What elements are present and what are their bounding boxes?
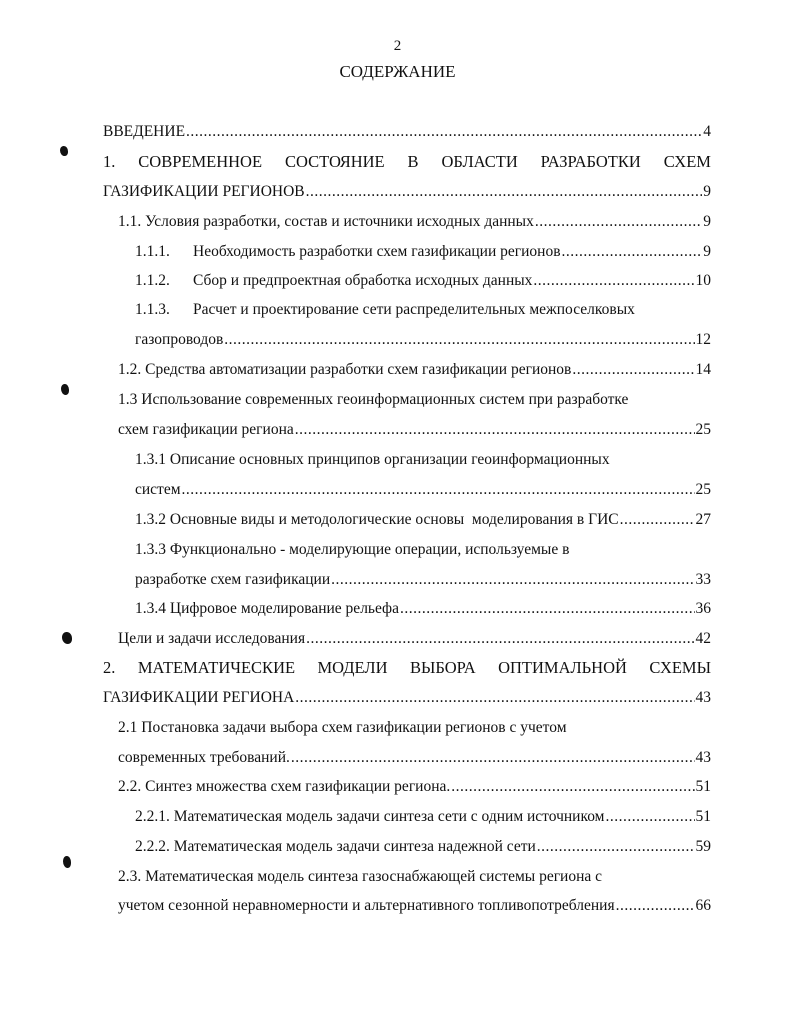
toc-chapter-2[interactable] xyxy=(103,688,711,708)
leader-dots xyxy=(606,807,695,827)
toc-entry-title: 1.1. Условия разработки, состав и источники исходных данных xyxy=(118,213,534,230)
toc-entry-title: Необходимость разработки схем газификации регионов xyxy=(193,243,561,260)
toc-page-number: 4 xyxy=(703,123,711,140)
toc-entry-title: Расчет и проектирование сети распределительных межпоселковых xyxy=(193,301,635,318)
toc-page-number: 9 xyxy=(703,183,711,200)
leader-dots xyxy=(291,748,695,768)
page-number: 2 xyxy=(393,38,402,54)
toc-entry-title: ГАЗИФИКАЦИИ РЕГИОНА xyxy=(103,689,295,706)
toc-section-1-1[interactable] xyxy=(118,212,711,232)
toc-section-2-2-1[interactable] xyxy=(135,807,711,827)
toc-section-2-3[interactable] xyxy=(118,896,711,916)
toc-section-1-1-1[interactable] xyxy=(135,242,711,262)
toc-entry-title: 1.3.2 Основные виды и методологические основы моделирования в ГИС xyxy=(135,511,619,528)
toc-entry-title: схем газификации региона xyxy=(118,421,294,438)
toc-entry-title: разработке схем газификации xyxy=(135,571,331,588)
toc-section-1-3-1[interactable] xyxy=(135,480,711,500)
toc-section-1-1-3-heading[interactable] xyxy=(135,300,711,320)
leader-dots xyxy=(616,896,695,916)
heading-word: В xyxy=(407,152,419,171)
toc-page-number: 43 xyxy=(695,749,711,766)
leader-dots xyxy=(620,510,695,530)
toc-section-1-3-4[interactable] xyxy=(135,599,711,619)
toc-entry-title: учетом сезонной неравномерности и альтернативного топливопотребления xyxy=(118,897,615,914)
leader-dots xyxy=(537,837,695,857)
ink-blot-mark xyxy=(63,856,71,868)
ink-blot-mark xyxy=(61,384,69,395)
heading-word: СОСТОЯНИЕ xyxy=(284,152,385,171)
heading-word: МОДЕЛИ xyxy=(317,658,388,677)
leader-dots xyxy=(572,360,694,380)
page-title: СОДЕРЖАНИЕ xyxy=(339,62,456,81)
chapter-number: 2. xyxy=(103,658,116,677)
toc-chapter-2-heading[interactable] xyxy=(103,658,711,678)
leader-dots xyxy=(400,599,695,619)
toc-section-1-1-3[interactable] xyxy=(135,330,711,350)
toc-entry-title: 1.2. Средства автоматизации разработки схем газификации регионов xyxy=(118,361,572,378)
leader-dots xyxy=(451,777,694,797)
toc-entry-title: современных требований. xyxy=(118,749,290,766)
leader-dots xyxy=(535,212,702,232)
toc-entry-title: систем xyxy=(135,481,181,498)
toc-entry-title: Цели и задачи исследования xyxy=(118,630,306,647)
heading-word: СОВРЕМЕННОЕ xyxy=(138,152,263,171)
ink-blot-mark xyxy=(60,146,68,156)
toc-entry-title: ВВЕДЕНИЕ xyxy=(103,123,186,140)
toc-page-number: 33 xyxy=(695,571,711,588)
toc-entry-title: 2.2.1. Математическая модель задачи синтеза сети с одним источником xyxy=(135,808,605,825)
heading-word: СХЕМЫ xyxy=(649,658,711,677)
leader-dots xyxy=(224,330,694,350)
toc-section-1-2[interactable] xyxy=(118,360,711,380)
toc-page-number: 14 xyxy=(695,361,711,378)
leader-dots xyxy=(562,242,703,262)
toc-entry-number: 1.1.1. xyxy=(135,243,170,260)
toc-page-number: 25 xyxy=(695,481,711,498)
toc-entry-title: 2.1 Постановка задачи выбора схем газификации регионов с учетом xyxy=(118,719,567,736)
toc-section-1-3-3[interactable] xyxy=(135,570,711,590)
toc-section-1-3-2[interactable] xyxy=(135,510,711,530)
toc-section-1-3-1-heading[interactable] xyxy=(135,450,711,470)
toc-page-number: 9 xyxy=(703,243,711,260)
toc-page-number: 27 xyxy=(695,511,711,528)
heading-word: ОБЛАСТИ xyxy=(441,152,518,171)
toc-page-number: 25 xyxy=(695,421,711,438)
toc-page-number: 10 xyxy=(695,272,711,289)
toc-entry-title: 1.3.4 Цифровое моделирование рельефа xyxy=(135,600,399,617)
toc-page-number: 42 xyxy=(695,630,711,647)
leader-dots xyxy=(182,480,695,500)
toc-entry-title: 2.2. Синтез множества схем газификации региона. xyxy=(118,778,451,795)
toc-section-2-3-heading[interactable] xyxy=(118,867,711,887)
leader-dots xyxy=(533,271,694,291)
toc-entry-title: 2.3. Математическая модель синтеза газоснабжающей системы региона с xyxy=(118,868,603,885)
toc-section-1-1-2[interactable] xyxy=(135,271,711,291)
toc-section-goals[interactable] xyxy=(118,629,711,649)
heading-word: СХЕМ xyxy=(663,152,711,171)
toc-entry-title: газопроводов xyxy=(135,331,224,348)
toc-page-number: 43 xyxy=(695,689,711,706)
leader-dots xyxy=(186,122,702,142)
toc-entry-title: 2.2.2. Математическая модель задачи синтеза надежной сети xyxy=(135,838,536,855)
toc-page-number: 36 xyxy=(695,600,711,617)
leader-dots xyxy=(306,629,694,649)
toc-page-number: 59 xyxy=(695,838,711,855)
toc-page-number: 51 xyxy=(695,808,711,825)
toc-entry-title: Сбор и предпроектная обработка исходных данных xyxy=(193,272,533,289)
toc-page-number: 66 xyxy=(695,897,711,914)
toc-section-2-1[interactable] xyxy=(118,748,711,768)
toc-entry-title: 1.3.1 Описание основных принципов организации геоинформационных xyxy=(135,451,610,468)
toc-page-number: 12 xyxy=(695,331,711,348)
leader-dots xyxy=(295,420,695,440)
toc-entry-title: 1.3 Использование современных геоинформационных систем при разработке xyxy=(118,391,629,408)
toc-entry-title: 1.3.3 Функционально - моделирующие операции, используемые в xyxy=(135,541,570,558)
toc-section-2-1-heading[interactable] xyxy=(118,718,711,738)
ink-blot-mark xyxy=(62,632,72,644)
toc-entry-number: 1.1.2. xyxy=(135,272,170,289)
leader-dots xyxy=(306,182,703,202)
toc-section-1-3-heading[interactable] xyxy=(118,390,711,410)
chapter-number: 1. xyxy=(103,152,116,171)
toc-page-number: 51 xyxy=(695,778,711,795)
toc-chapter-1-heading[interactable] xyxy=(103,152,711,172)
toc-entry-intro[interactable] xyxy=(103,122,711,142)
heading-word: МАТЕМАТИЧЕСКИЕ xyxy=(137,658,296,677)
toc-section-2-2[interactable] xyxy=(118,777,711,797)
heading-word: РАЗРАБОТКИ xyxy=(540,152,641,171)
toc-entry-number: 1.1.3. xyxy=(135,301,170,318)
leader-dots xyxy=(331,570,694,590)
toc-chapter-1[interactable] xyxy=(103,182,711,202)
toc-section-2-2-2[interactable] xyxy=(135,837,711,857)
toc-entry-title: ГАЗИФИКАЦИИ РЕГИОНОВ xyxy=(103,183,305,200)
toc-page-number: 9 xyxy=(703,213,711,230)
heading-word: ОПТИМАЛЬНОЙ xyxy=(498,658,627,677)
toc-section-1-3[interactable] xyxy=(118,420,711,440)
heading-word: ВЫБОРА xyxy=(409,658,476,677)
toc-section-1-3-3-heading[interactable] xyxy=(135,540,711,560)
leader-dots xyxy=(295,688,694,708)
